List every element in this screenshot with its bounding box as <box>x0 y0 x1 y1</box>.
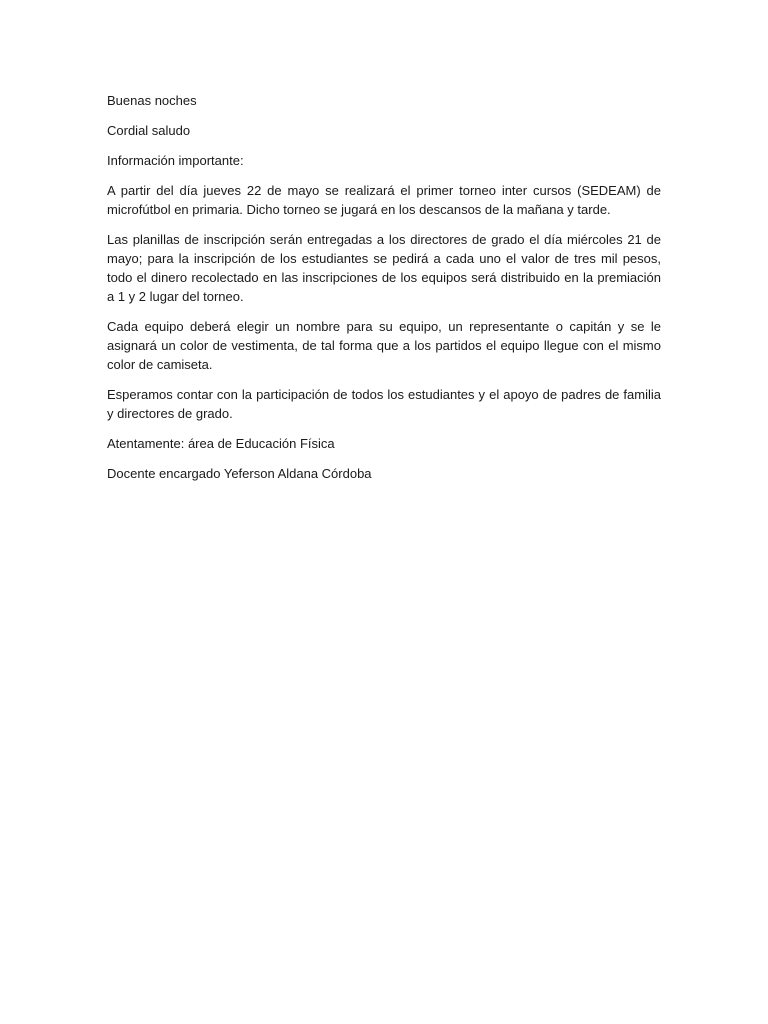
paragraph-registration: Las planillas de inscripción serán entregadas a los directores de grado el día miércoles 21 de mayo; para la inscripción de los estudiantes se pedirá a cada uno el valor de tres mil pesos, todo el dinero recolectado en las inscripciones de los equipos será distribuido en la premiación a 1 y 2 lugar del torneo. <box>107 232 661 304</box>
paragraph-participation: Esperamos contar con la participación de todos los estudiantes y el apoyo de padres de familia y directores de grado. <box>107 387 661 421</box>
paragraph-tournament: A partir del día jueves 22 de mayo se realizará el primer torneo inter cursos (SEDEAM) de microfútbol en primaria. Dicho torneo se jugará en los descansos de la mañana y tarde. <box>107 183 661 217</box>
heading: Información importante: <box>107 153 244 168</box>
closing: Atentamente: área de Educación Física <box>107 436 335 451</box>
greeting: Buenas noches <box>107 93 197 108</box>
document-body <box>107 91 661 494</box>
salutation: Cordial saludo <box>107 123 191 138</box>
signature: Docente encargado Yeferson Aldana Córdoba <box>107 466 372 481</box>
paragraph-teams: Cada equipo deberá elegir un nombre para su equipo, un representante o capitán y se le asignará un color de vestimenta, de tal forma que a los partidos el equipo llegue con el mismo color de camiseta. <box>107 319 661 372</box>
